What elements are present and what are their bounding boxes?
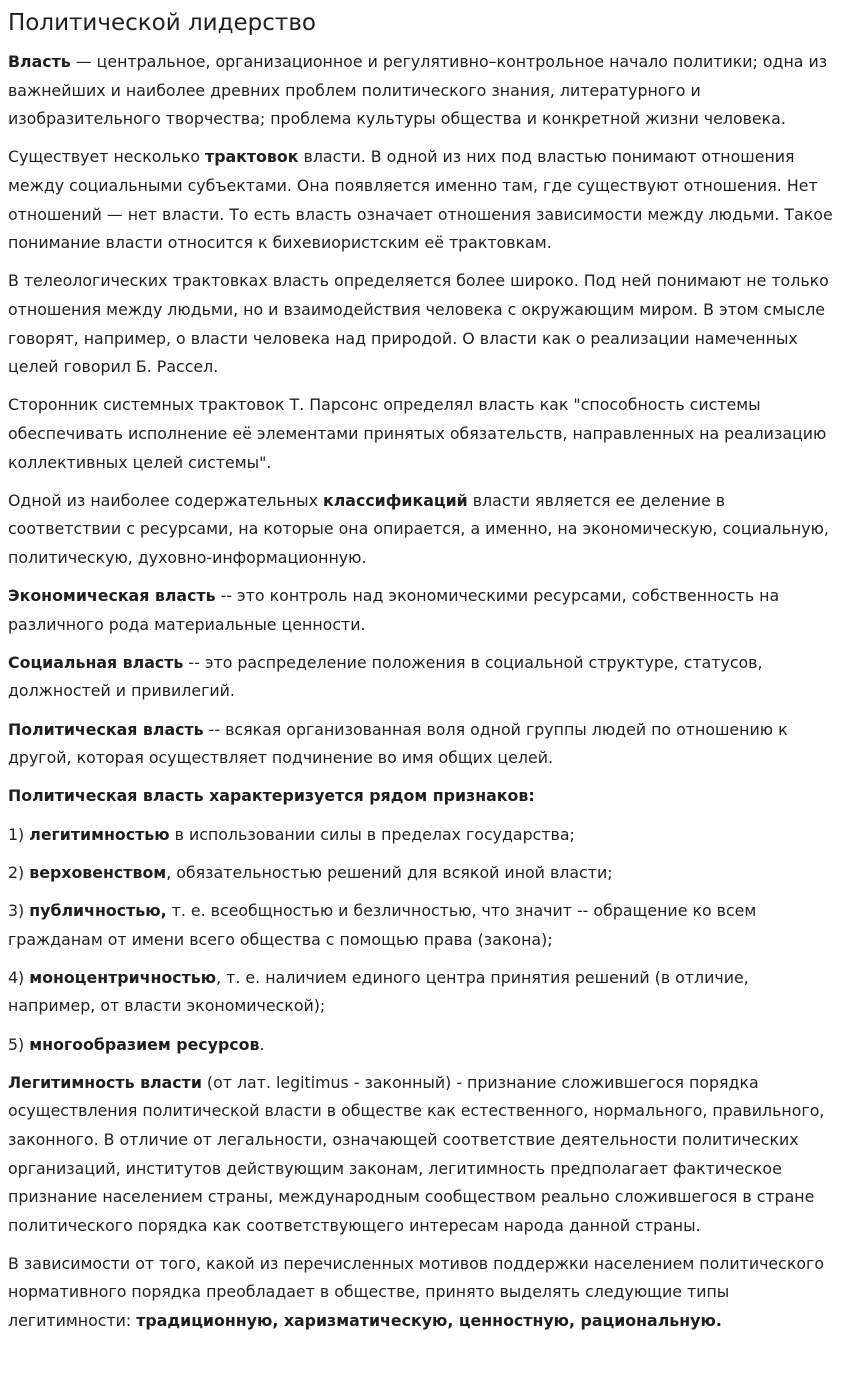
term-legitimacy: Легитимность власти — [8, 1072, 202, 1092]
paragraph-legitimacy: Легитимность власти (от лат. legitimus - законный) - признание сложившегося порядка осуществления политической власти в обществе как естественного, нормального, правильного, законного. В отличие от легальности, означающей соответствие деятельности политических организаций, институтов действующим законам, легитимность предполагает фактическое признание населением страны, международным сообществом реально сложившегося в стране политического порядка как соответствующего интересам народа данной страны. — [8, 1072, 825, 1235]
paragraph-political-power: Политическая власть -- всякая организованная воля одной группы людей по отношению к другой, которая осуществляет подчинение во имя общих целей. — [8, 719, 788, 768]
page-title: Политической лидерство — [8, 10, 316, 36]
paragraph-features-heading: Политическая власть характеризуется рядом признаков: — [8, 786, 535, 806]
paragraph-economic-power: Экономическая власть -- это контроль над экономическими ресурсами, собственность на различного рода материальные ценности. — [8, 586, 780, 634]
term-power: Власть — [8, 52, 71, 71]
paragraph-social-power: Социальная власть -- это распределение положения в социальной структуре, статусов, должностей и привилегий. — [8, 652, 763, 701]
paragraph-power-definition: Власть — центральное, организационное и регулятивно–контрольное начало политики; одна из важнейших и наиболее древних проблем политического знания, литературного и изобразительного творчества; проблема культуры общества и конкретной жизни человека. — [8, 52, 828, 129]
term-social-power: Социальная власть — [8, 652, 184, 672]
term-classifications: классификаций — [323, 490, 468, 510]
paragraph-interpretations: Существует несколько трактовок власти. В одной из них под властью понимают отношения между социальными субъектами. Она появляется именно там, где существуют отношения. Нет отношений — нет власти. То есть власть означает отношения зависимости между людьми. Такое понимание власти относится к бихевиористским её трактовкам. — [8, 147, 833, 253]
document — [0, 8, 847, 1336]
list-item: 5) многообразием ресурсов. — [8, 1034, 265, 1054]
list-item: 3) публичностью, т. е. всеобщностью и безличностью, что значит -- обращение ко всем гражданам от имени всего общества с помощью права (закона); — [8, 900, 757, 949]
paragraph-classifications: Одной из наиболее содержательных классификаций власти является ее деление в соответствии с ресурсами, на которые она опирается, а именно, на экономическую, социальную, политическую, духовно-информационную. — [8, 490, 829, 567]
list-item: 4) моноцентричностью, т. е. наличием единого центра принятия решений (в отличие, например, от власти экономической); — [8, 967, 749, 1016]
list-item: 1) легитимностью в использовании силы в пределах государства; — [8, 824, 575, 844]
paragraph-legitimacy-types: В зависимости от того, какой из перечисленных мотивов поддержки населением политического нормативного порядка преобладает в обществе, принято выделять следующие типы легитимности: традиционную, харизматическую, ценностную, рациональную. — [8, 1253, 824, 1331]
paragraph-teleological: В телеологических трактовках власть определяется более широко. Под ней понимают не только отношения между людьми, но и взаимодействия человека с окружающим миром. В этом смысле говорят, например, о власти человека над природой. О власти как о реализации намеченных целей говорил Б. Рассел. — [8, 271, 829, 377]
list-item: 2) верховенством, обязательностью решений для всякой иной власти; — [8, 862, 613, 882]
term-legitimacy-types: традиционную, харизматическую, ценностную, рациональную. — [136, 1311, 722, 1331]
term-economic-power: Экономическая власть — [8, 586, 216, 606]
term-political-power: Политическая власть — [8, 719, 204, 739]
paragraph-systemic: Сторонник системных трактовок Т. Парсонс определял власть как "способность системы обеспечивать исполнение её элементами принятых обязательств, направленных на реализацию коллективных целей системы". — [8, 395, 827, 472]
term-interpretations: трактовок — [205, 147, 299, 167]
